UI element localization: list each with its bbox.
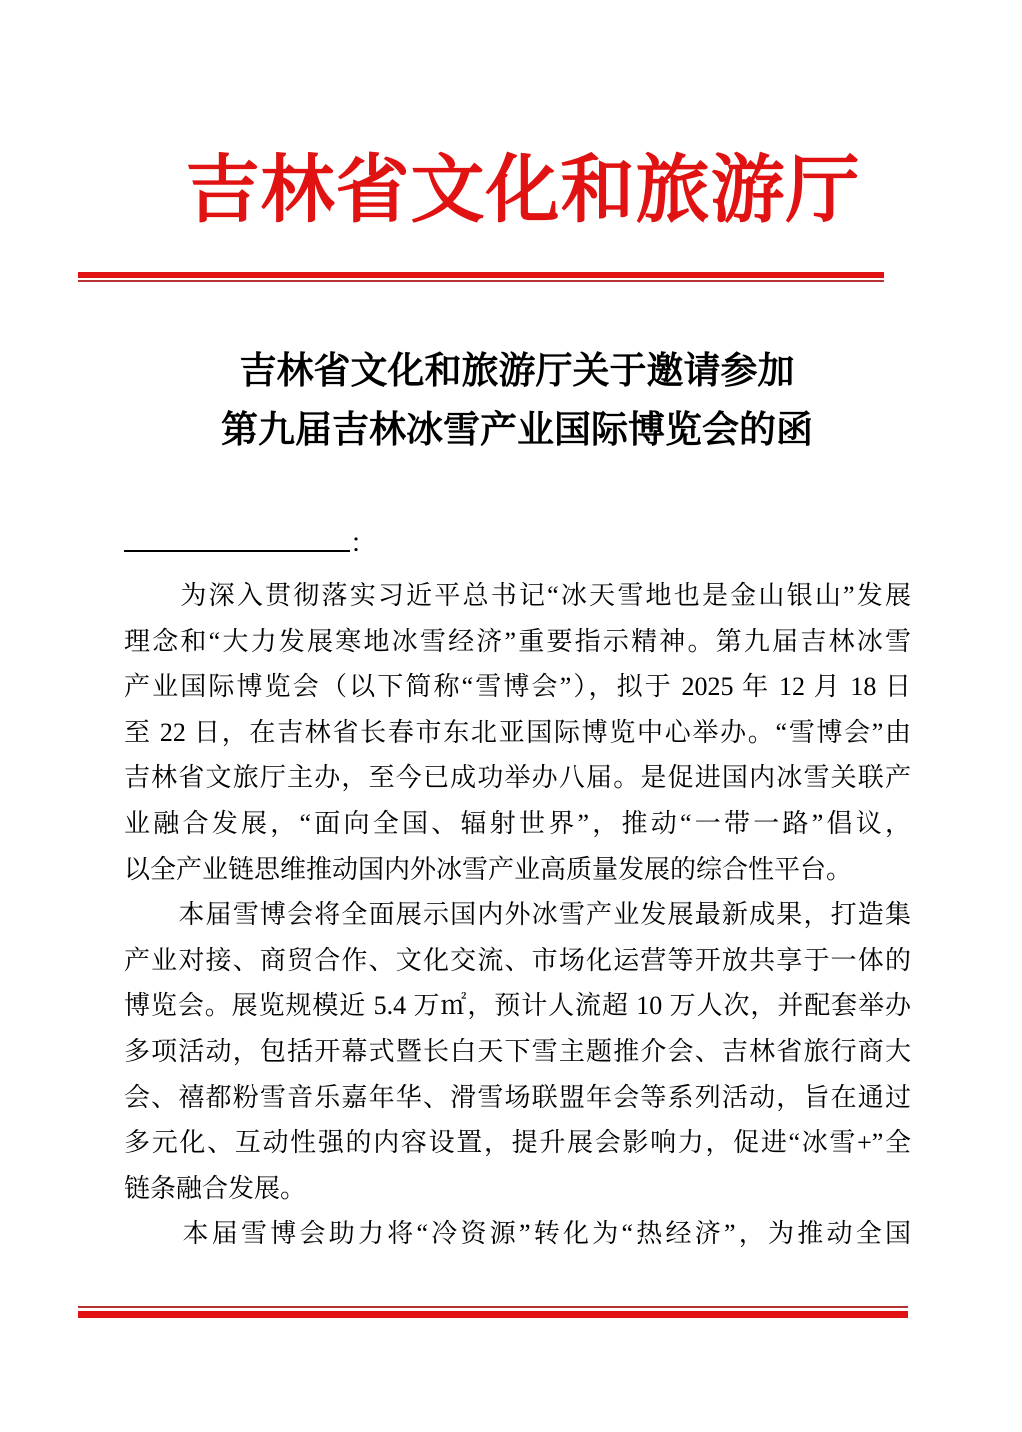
body-line: 产业国际博览会（以下简称“雪博会”），拟于 2025 年 12 月 18 日	[124, 672, 911, 702]
document-title-line-2: 第九届吉林冰雪产业国际博览会的函	[221, 410, 813, 451]
footer-rule	[78, 1306, 908, 1318]
body-line: 以全产业链思维推动国内外冰雪产业高质量发展的综合性平台。	[124, 854, 853, 884]
document-title-line-1: 吉林省文化和旅游厅关于邀请参加	[239, 351, 795, 392]
footer-rule-thick-line	[78, 1311, 908, 1318]
body-line: 本届雪博会助力将“冷资源”转化为“热经济”，为推动全国	[124, 1219, 911, 1249]
body-line: 链条融合发展。	[124, 1173, 307, 1203]
footer-rule-thin-line	[78, 1306, 908, 1308]
body-line: 本届雪博会将全面展示国内外冰雪产业发展最新成果，打造集	[124, 900, 911, 930]
recipient-line	[124, 521, 376, 566]
letter-body	[124, 573, 911, 1257]
letterhead-rule	[78, 272, 884, 282]
body-line: 吉林省文旅厅主办，至今已成功举办八届。是促进国内冰雪关联产	[124, 763, 911, 793]
letterhead-rule-thin-line	[78, 280, 884, 282]
body-line: 产业对接、商贸合作、文化交流、市场化运营等开放共享于一体的	[124, 945, 911, 975]
body-line: 多项活动，包括开幕式暨长白天下雪主题推介会、吉林省旅行商大	[124, 1036, 911, 1066]
recipient-blank-underline	[124, 524, 350, 552]
recipient-colon: ：	[350, 529, 377, 558]
body-line: 会、禧都粉雪音乐嘉年华、滑雪场联盟年会等系列活动，旨在通过	[124, 1082, 911, 1112]
letterhead-agency-name: 吉林省文化和旅游厅	[185, 150, 861, 232]
body-line: 至 22 日，在吉林省长春市东北亚国际博览中心举办。“雪博会”由	[124, 717, 911, 747]
body-line: 业融合发展，“面向全国、辐射世界”，推动“一带一路”倡议，	[124, 808, 911, 838]
letterhead-rule-thick-line	[78, 272, 884, 278]
body-line: 博览会。展览规模近 5.4 万㎡，预计人流超 10 万人次，并配套举办	[124, 991, 911, 1021]
document-title	[117, 342, 917, 460]
body-line: 为深入贯彻落实习近平总书记“冰天雪地也是金山银山”发展	[124, 581, 911, 610]
body-line: 多元化、互动性强的内容设置，提升展会影响力，促进“冰雪+”全	[124, 1128, 911, 1158]
body-line: 理念和“大力发展寒地冰雪经济”重要指示精神。第九届吉林冰雪	[124, 626, 911, 656]
